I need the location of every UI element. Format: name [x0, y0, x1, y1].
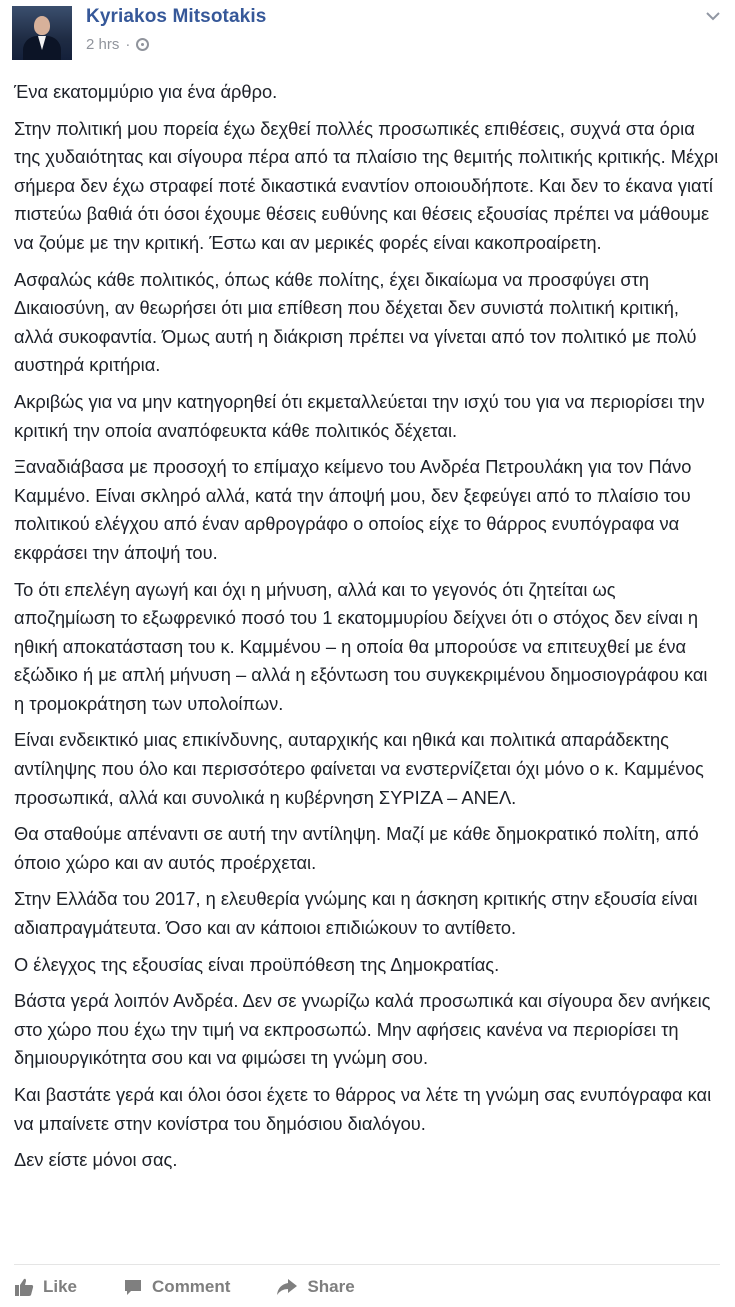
post-paragraph: Είναι ενδεικτικό μιας επικίνδυνης, αυταρχικής και ηθικά και πολιτικά απαράδεκτης αντίληψης που όλο και περισσότερο φαίνεται να ενστερνίζεται όχι μόνο ο κ. Καμμένος προσωπικά, αλλά και συνολικά η κυβέρνηση ΣΥΡΙΖΑ – ΑΝΕΛ.: [14, 729, 704, 808]
dot-separator: ·: [125, 36, 131, 53]
post-paragraph: Βάστα γερά λοιπόν Ανδρέα. Δεν σε γνωρίζω καλά προσωπικά και σίγουρα δεν ανήκεις στο χώρο που έχω την τιμή να εκπροσωπώ. Μην αφήσεις κανένα να περιορίσει τη δημιουργικότητα σου και να φιμώσει τη γνώμη σου.: [14, 990, 711, 1069]
post-paragraph: Δεν είστε μόνοι σας.: [14, 1149, 178, 1171]
post-paragraph: Ο έλεγχος της εξουσίας είναι προϋπόθεση της Δημοκρατίας.: [14, 953, 500, 975]
post-paragraph: Το ότι επελέγη αγωγή και όχι η μήνυση, αλλά και το γεγονός ότι ζητείται ως αποζημίωση το εξωφρενικό ποσό του 1 εκατομμυρίου δείχνει ότι ο στόχος δεν είναι η ηθική αποκατάσταση του κ. Καμμένου – η οποία θα μπορούσε να επιτευχθεί με ένα εξώδικο ή με απλή μήνυση – αλλά η εξόντωση του συγκεκριμένου δημοσιογράφου και η τρομοκράτηση των υπολοίπων.: [14, 578, 708, 714]
comment-button[interactable]: [123, 1273, 230, 1297]
post-paragraph: Στην Ελλάδα του 2017, η ελευθερία γνώμης και η άσκηση κριτικής στην εξουσία είναι αδιαπραγμάτευτα. Όσο και αν κάποιοι επιδιώκουν το αντίθετο.: [14, 888, 698, 939]
post-body: [14, 78, 720, 1183]
post-paragraph: Και βαστάτε γερά και όλοι όσοι έχετε το θάρρος να λέτε τη γνώμη σας ενυπόγραφα και να μπαίνετε στην κονίστρα του δημόσιου διαλόγου.: [14, 1084, 712, 1134]
post-paragraph: Ασφαλώς κάθε πολιτικός, όπως κάθε πολίτης, έχει δικαίωμα να προσφύγει στη Δικαιοσύνη, αν θεωρήσει ότι μια επίθεση που δέχεται δεν συνιστά πολιτική κριτική, αλλά συκοφαντία. Όμως αυτή η διάκριση πρέπει να γίνεται από τον πολιτικό με πολύ αυστηρά κριτήρια.: [14, 268, 697, 376]
post-paragraph: Στην πολιτική μου πορεία έχω δεχθεί πολλές προσωπικές επιθέσεις, συχνά στα όρια της χυδαιότητας και σίγουρα πέρα από τα πλαίσιο της θεμιτής πολιτικής κριτικής. Μέχρι σήμερα δεν έχω στραφεί ποτέ δικαστικά εναντίον οποιουδήποτε. Και δεν το έκανα γιατί πιστεύω βαθιά ότι όσοι έχουμε θέσεις ευθύνης και θέσεις εξουσίας πρέπει να μάθουμε να ζούμε με την κριτική. Έστω και αν μερικές φορές είναι κακοπροαίρετη.: [14, 117, 719, 253]
comment-icon: [123, 1277, 143, 1297]
post-timestamp[interactable]: 2 hrs: [86, 36, 120, 53]
thumbs-up-icon: [14, 1277, 34, 1297]
avatar[interactable]: [12, 6, 72, 60]
share-button[interactable]: [276, 1273, 354, 1297]
globe-icon: [136, 38, 149, 51]
post-meta: [86, 36, 149, 53]
author-name[interactable]: Kyriakos Mitsotakis: [86, 6, 267, 27]
share-label: Share: [307, 1277, 355, 1296]
post-paragraph: Ξαναδιάβασα με προσοχή το επίμαχο κείμενο του Ανδρέα Πετρουλάκη για τον Πάνο Καμμένο. Είναι σκληρό αλλά, κατά την άποψή μου, δεν ξεφεύγει από το πλαίσιο του πολιτικού ελέγχου από έναν αρθρογράφο ο οποίος είχε το θάρρος ενυπόγραφα να εκφράσει την άποψή του.: [14, 456, 692, 563]
avatar-head: [34, 16, 50, 35]
like-button[interactable]: [14, 1273, 77, 1297]
comment-label: Comment: [152, 1277, 231, 1296]
post-header: [12, 6, 723, 62]
post-action-bar: [14, 1264, 720, 1305]
post-paragraph: Θα σταθούμε απέναντι σε αυτή την αντίληψη. Μαζί με κάθε δημοκρατικό πολίτη, από όποιο χώρο και αν αυτός προέρχεται.: [14, 823, 699, 873]
post-paragraph: Ένα εκατομμύριο για ένα άρθρο.: [14, 81, 278, 102]
share-icon: [276, 1277, 298, 1297]
chevron-down-icon[interactable]: [703, 6, 723, 26]
like-label: Like: [43, 1277, 78, 1296]
post-paragraph: Ακριβώς για να μην κατηγορηθεί ότι εκμεταλλεύεται την ισχύ του για να περιορίσει την κριτική την οποία αναπόφευκτα κάθε πολιτικός δέχεται.: [14, 390, 705, 441]
